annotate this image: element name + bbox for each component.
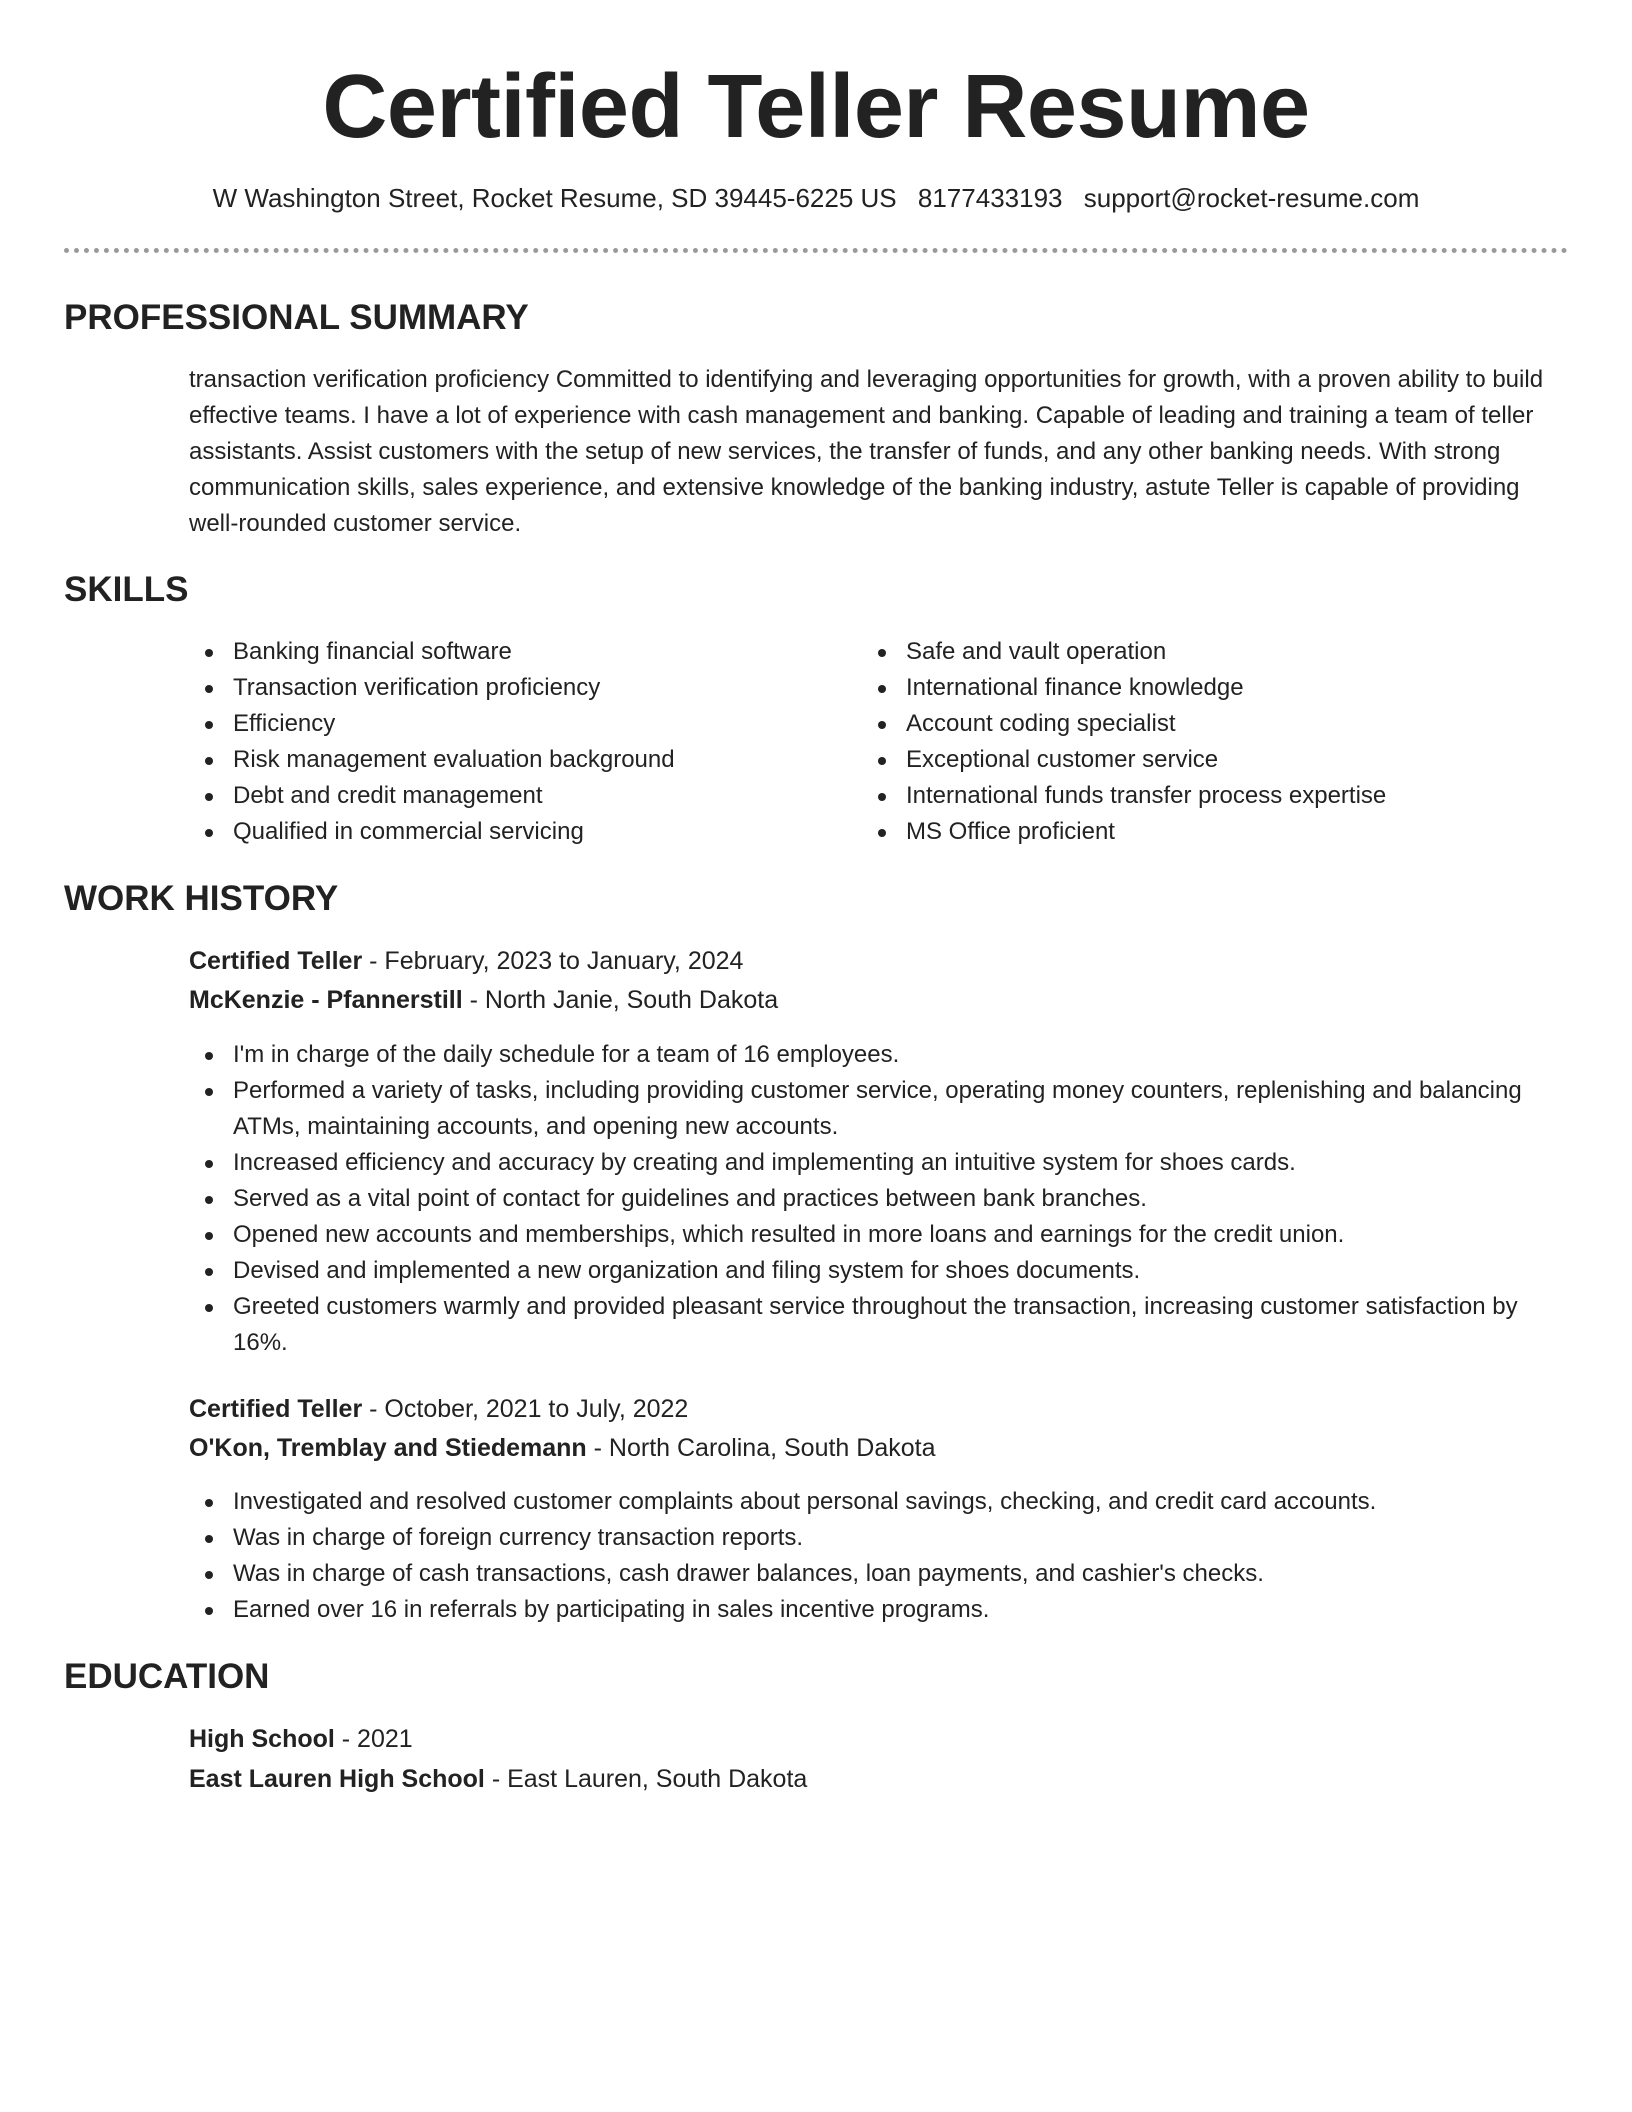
work-heading: WORK HISTORY xyxy=(64,879,339,918)
job-location: North Carolina, South Dakota xyxy=(608,1434,936,1462)
contact-email: support@rocket-resume.com xyxy=(1083,183,1420,213)
job-bullet: I'm in charge of the daily schedule for a team of 16 employees. xyxy=(189,1037,1569,1073)
separator: - xyxy=(362,1395,385,1423)
skill-item: Safe and vault operation xyxy=(862,634,1542,670)
skill-item: Exceptional customer service xyxy=(862,742,1542,778)
job-title-line xyxy=(189,1390,688,1428)
skill-item: International funds transfer process expertise xyxy=(862,778,1542,814)
job-company-line xyxy=(189,981,778,1019)
skill-item: Debt and credit management xyxy=(189,778,809,814)
job-bullet: Was in charge of foreign currency transaction reports. xyxy=(189,1520,1569,1556)
job-location: North Janie, South Dakota xyxy=(484,986,779,1014)
skill-item: Qualified in commercial servicing xyxy=(189,814,809,850)
education-school: East Lauren High School xyxy=(189,1765,485,1793)
skills-heading: SKILLS xyxy=(64,570,189,609)
separator: - xyxy=(334,1725,358,1753)
separator: - xyxy=(362,947,385,975)
job-bullet: Opened new accounts and memberships, which resulted in more loans and earnings for the credit union. xyxy=(189,1217,1569,1253)
job-bullets xyxy=(189,1484,1569,1628)
resume-title: Certified Teller Resume xyxy=(322,57,1310,157)
education-degree-line xyxy=(189,1720,413,1758)
skills-list-right xyxy=(862,634,1542,850)
separator: - xyxy=(586,1434,609,1462)
education-location: East Lauren, South Dakota xyxy=(507,1765,808,1793)
skill-item: International finance knowledge xyxy=(862,670,1542,706)
summary-text: transaction verification proficiency Committed to identifying and leveraging opportunities for growth, with a proven ability to build effective teams. I have a lot of experience with cash management and banking. Capable of leading and training a team of teller assistants. Assist customers with the setup of new services, the transfer of funds, and any other banking needs. With strong communication skills, sales experience, and extensive knowledge of the banking industry, astute Teller is capable of providing well-rounded customer service. xyxy=(189,366,1544,537)
job-bullet: Earned over 16 in referrals by participating in sales incentive programs. xyxy=(189,1592,1569,1628)
skill-item: MS Office proficient xyxy=(862,814,1542,850)
contact-line xyxy=(0,180,1632,216)
job-bullet: Investigated and resolved customer complaints about personal savings, checking, and credit card accounts. xyxy=(189,1484,1569,1520)
education-year: 2021 xyxy=(357,1725,413,1753)
job-company: O'Kon, Tremblay and Stiedemann xyxy=(189,1434,587,1462)
job-bullet: Performed a variety of tasks, including providing customer service, operating money counters, replenishing and balancing ATMs, maintaining accounts, and opening new accounts. xyxy=(189,1073,1569,1145)
job-bullet: Served as a vital point of contact for guidelines and practices between bank branches. xyxy=(189,1181,1569,1217)
job-bullet: Increased efficiency and accuracy by creating and implementing an intuitive system for shoes cards. xyxy=(189,1145,1569,1181)
skill-item: Efficiency xyxy=(189,706,809,742)
header-divider xyxy=(64,248,1568,253)
job-dates: February, 2023 to January, 2024 xyxy=(384,947,744,975)
skills-list-left xyxy=(189,634,809,850)
skill-item: Risk management evaluation background xyxy=(189,742,809,778)
job-bullet: Devised and implemented a new organization and filing system for shoes documents. xyxy=(189,1253,1569,1289)
contact-phone: 8177433193 xyxy=(917,183,1063,213)
education-school-line xyxy=(189,1760,807,1798)
job-bullet: Greeted customers warmly and provided pleasant service throughout the transaction, increasing customer satisfaction by 16%. xyxy=(189,1289,1569,1361)
skill-item: Account coding specialist xyxy=(862,706,1542,742)
summary-heading: PROFESSIONAL SUMMARY xyxy=(64,298,529,337)
job-company: McKenzie - Pfannerstill xyxy=(189,986,463,1014)
contact-address: W Washington Street, Rocket Resume, SD 39445-6225 US xyxy=(212,183,897,213)
job-bullets xyxy=(189,1037,1569,1361)
skill-item: Transaction verification proficiency xyxy=(189,670,809,706)
job-dates: October, 2021 to July, 2022 xyxy=(384,1395,689,1423)
job-title-line xyxy=(189,942,743,980)
education-degree: High School xyxy=(189,1725,335,1753)
job-company-line xyxy=(189,1429,935,1467)
education-heading: EDUCATION xyxy=(64,1657,270,1696)
job-bullet: Was in charge of cash transactions, cash drawer balances, loan payments, and cashier's checks. xyxy=(189,1556,1569,1592)
separator: - xyxy=(484,1765,508,1793)
job-title: Certified Teller xyxy=(189,947,363,975)
skill-item: Banking financial software xyxy=(189,634,809,670)
job-title: Certified Teller xyxy=(189,1395,363,1423)
separator: - xyxy=(462,986,485,1014)
